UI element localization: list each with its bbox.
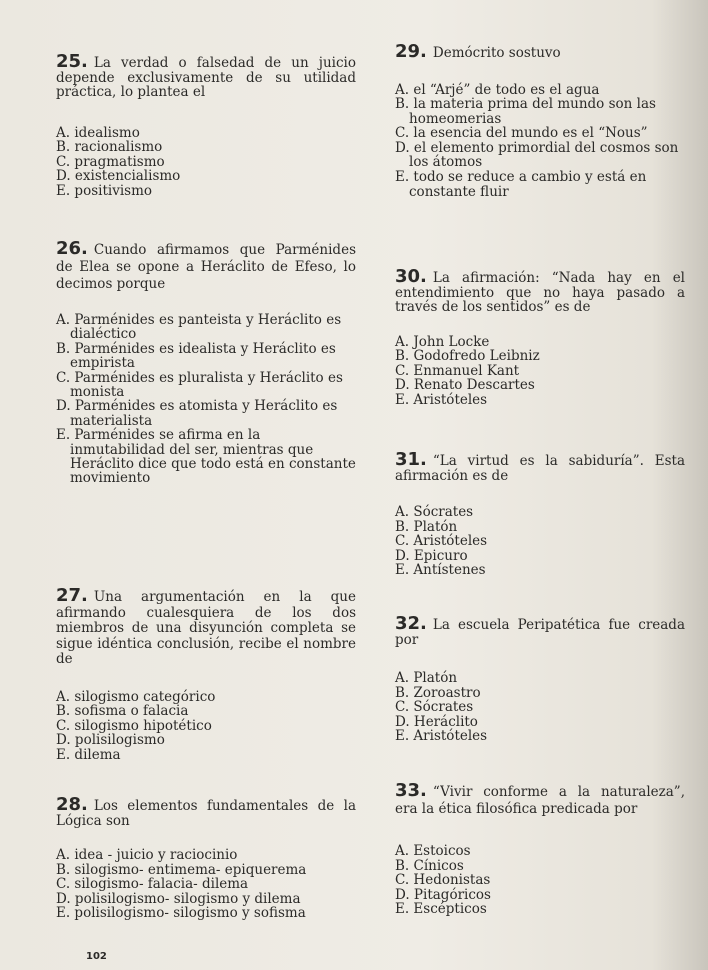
option-e[interactable]: E. Antístenes [395, 562, 486, 579]
option-d[interactable]: D. el elemento primordial del cosmos son los átomos [395, 139, 679, 171]
question-26 [56, 240, 356, 486]
option-c[interactable]: C. silogismo- falacia- dilema [56, 876, 249, 893]
option-d[interactable]: D. polisilogismo [56, 732, 165, 749]
option-b[interactable]: B. Parménides es idealista y Heráclito es empirista [56, 340, 336, 372]
option-a[interactable]: A. idealismo [56, 124, 140, 141]
option-d[interactable]: D. Pitagóricos [395, 886, 491, 903]
option-b[interactable]: B. Platón [395, 518, 458, 535]
options-list [56, 848, 356, 921]
question-number: 25. [56, 51, 88, 72]
question-32 [395, 613, 685, 745]
options-list [56, 313, 356, 486]
option-d[interactable]: D. Heráclito [395, 713, 478, 730]
question-stem [56, 794, 356, 829]
question-number: 27. [56, 585, 88, 606]
option-c[interactable]: C. Parménides es pluralista y Heráclito es monista [56, 369, 343, 401]
option-c[interactable]: C. Sócrates [395, 699, 474, 716]
question-29 [395, 41, 685, 200]
question-text: La escuela Peripatética fue creada por [395, 617, 685, 648]
option-b[interactable]: B. la materia prima del mundo son las homeomerias [395, 96, 656, 127]
options-list [395, 335, 685, 408]
question-text: Demócrito sostuvo [432, 45, 561, 61]
question-25 [56, 51, 356, 199]
option-a[interactable]: A. Sócrates [395, 504, 474, 520]
option-c[interactable]: C. Aristóteles [395, 533, 488, 550]
question-28 [56, 794, 356, 922]
question-27 [56, 585, 356, 763]
question-stem [395, 41, 685, 62]
option-e[interactable]: E. dilema [56, 746, 121, 763]
option-a[interactable]: A. silogismo categórico [56, 688, 216, 705]
question-number: 30. [395, 266, 427, 287]
option-e[interactable]: E. polisilogismo- silogismo y sofisma [56, 905, 306, 922]
question-number: 31. [395, 449, 427, 470]
question-text: Cuando afirmamos que Parménides de Elea se opone a Heráclito de Efeso, lo decimos porque [56, 242, 356, 292]
question-text: “La virtud es la sabiduría”. Esta afirmación es de [395, 453, 685, 484]
option-e[interactable]: E. positivismo [56, 182, 152, 199]
option-d[interactable]: D. polisilogismo- silogismo y dilema [56, 890, 301, 907]
option-b[interactable]: B. silogismo- entimema- epiquerema [56, 861, 307, 878]
option-c[interactable]: C. la esencia del mundo es el “Nous” [395, 125, 648, 142]
question-stem [395, 613, 685, 648]
option-e[interactable]: E. todo se reduce a cambio y está en constante fluir [395, 169, 647, 200]
option-e[interactable]: E. Aristóteles [395, 728, 488, 745]
options-list [56, 126, 356, 199]
option-d[interactable]: D. Epicuro [395, 547, 468, 564]
question-30 [395, 266, 685, 408]
question-text: “Vivir conforme a la naturaleza”, era la ética filosófica predicada por [395, 784, 685, 817]
question-number: 28. [56, 794, 88, 815]
question-text: La afirmación: “Nada hay en el entendimiento que no haya pasado a través de los sentidos” es de [395, 270, 685, 315]
option-b[interactable]: B. Zoroastro [395, 684, 481, 701]
option-a[interactable]: A. idea - juicio y raciocinio [56, 847, 238, 863]
option-c[interactable]: C. pragmatismo [56, 153, 165, 170]
option-b[interactable]: B. sofisma o falacia [56, 703, 189, 720]
option-a[interactable]: A. Platón [395, 670, 458, 686]
question-stem [395, 782, 685, 818]
question-number: 26. [56, 238, 88, 259]
option-d[interactable]: D. Renato Descartes [395, 377, 535, 394]
question-stem [395, 449, 685, 484]
option-a[interactable]: A. el “Arjé” de todo es el agua [395, 81, 600, 98]
option-b[interactable]: B. Godofredo Leibniz [395, 348, 540, 365]
option-d[interactable]: D. Parménides es atomista y Heráclito es materialista [56, 398, 338, 429]
question-33 [395, 782, 685, 917]
question-31 [395, 449, 685, 579]
options-list [395, 671, 685, 744]
options-list [395, 844, 685, 917]
question-text: Los elementos fundamentales de la Lógica son [56, 798, 356, 829]
option-d[interactable]: D. existencialismo [56, 168, 181, 185]
option-c[interactable]: C. silogismo hipotético [56, 717, 212, 734]
option-c[interactable]: C. Hedonistas [395, 872, 491, 889]
option-c[interactable]: C. Enmanuel Kant [395, 362, 520, 379]
option-e[interactable]: E. Aristóteles [395, 391, 488, 408]
option-b[interactable]: B. racionalismo [56, 139, 163, 156]
question-stem [56, 240, 356, 293]
option-b[interactable]: B. Cínicos [395, 857, 464, 874]
option-a[interactable]: A. Estoicos [395, 843, 471, 859]
option-e[interactable]: E. Parménides se afirma en la inmutabilidad del ser, mientras que Heráclito dice que todo está en constante movimiento [56, 427, 356, 487]
page-number: 102 [86, 951, 107, 962]
question-stem [395, 266, 685, 315]
option-e[interactable]: E. Escépticos [395, 901, 487, 918]
question-number: 32. [395, 613, 427, 634]
option-a[interactable]: A. John Locke [395, 333, 490, 350]
options-list [395, 505, 685, 578]
question-stem [56, 585, 356, 668]
options-list [56, 690, 356, 763]
option-a[interactable]: A. Parménides es panteista y Heráclito es dialéctico [56, 312, 342, 343]
question-stem [56, 51, 356, 100]
question-text: La verdad o falsedad de un juicio depende exclusivamente de su utilidad práctica, lo plantea el [56, 55, 356, 100]
question-number: 29. [395, 41, 427, 62]
question-number: 33. [395, 780, 427, 801]
options-list [395, 83, 685, 200]
question-text: Una argumentación en la que afirmando cualesquiera de los dos miembros de una disyunción completa se sigue idéntica conclusión, recibe el nombre de [56, 589, 356, 667]
